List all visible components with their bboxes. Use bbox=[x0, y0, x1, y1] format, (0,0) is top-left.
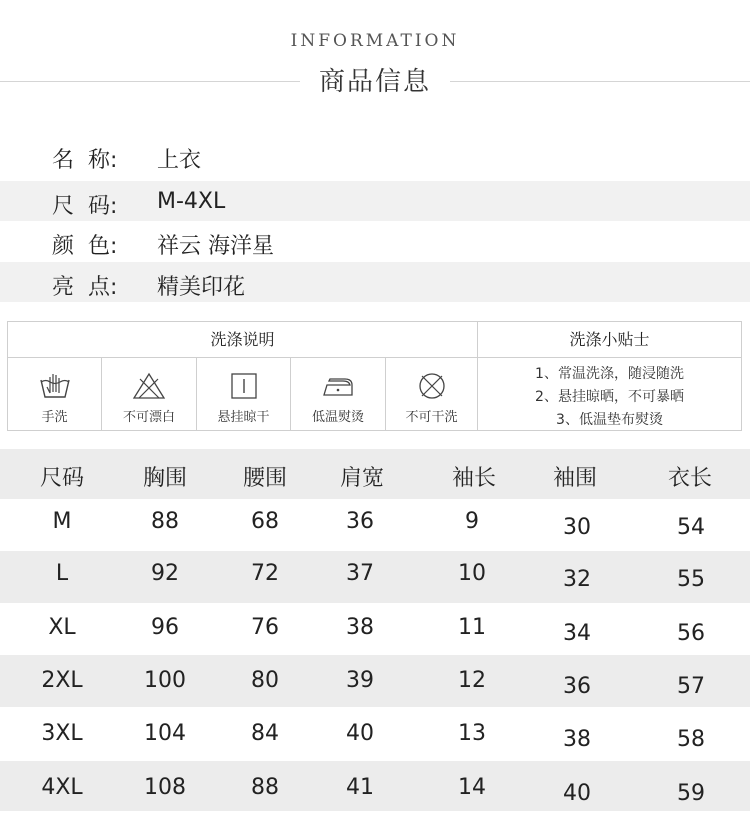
table-row bbox=[0, 761, 750, 811]
table-cell: 10 bbox=[458, 561, 486, 586]
table-row bbox=[0, 499, 750, 551]
table-cell: 38 bbox=[346, 615, 374, 640]
table-cell: 72 bbox=[251, 561, 279, 586]
care-tips bbox=[478, 322, 741, 430]
table-cell: 38 bbox=[563, 727, 591, 752]
table-row bbox=[0, 655, 750, 707]
info-label: 颜 色: bbox=[52, 234, 118, 259]
table-cell: 30 bbox=[563, 515, 591, 540]
info-row-name bbox=[0, 135, 750, 175]
no-dry-clean-icon bbox=[415, 371, 449, 401]
care-tip: 2、悬挂晾晒，不可暴晒 bbox=[535, 389, 684, 405]
table-row bbox=[0, 603, 750, 655]
table-cell: 54 bbox=[677, 515, 705, 540]
table-cell: 11 bbox=[458, 615, 486, 640]
care-item-label: 手洗 bbox=[41, 410, 68, 425]
table-header-cell: 袖长 bbox=[451, 466, 496, 491]
table-cell: 68 bbox=[251, 509, 279, 534]
table-cell: 55 bbox=[677, 567, 705, 592]
table-cell: 32 bbox=[563, 567, 591, 592]
table-cell: 3XL bbox=[41, 721, 83, 746]
info-value: 祥云 海洋星 bbox=[157, 234, 274, 259]
table-cell: 96 bbox=[151, 615, 179, 640]
care-instructions-title: 洗涤说明 bbox=[8, 322, 477, 358]
table-cell: 88 bbox=[151, 509, 179, 534]
table-cell: L bbox=[55, 561, 69, 586]
care-box bbox=[7, 321, 742, 431]
care-item-label: 低温熨烫 bbox=[311, 410, 364, 425]
info-label: 亮 点: bbox=[52, 275, 118, 300]
table-header-cell: 袖围 bbox=[552, 466, 597, 491]
table-header-cell: 尺码 bbox=[39, 466, 84, 491]
table-cell: 39 bbox=[346, 668, 374, 693]
table-cell: 76 bbox=[251, 615, 279, 640]
care-item-low-iron bbox=[291, 358, 386, 430]
table-row bbox=[0, 551, 750, 603]
table-cell: 34 bbox=[563, 621, 591, 646]
table-cell: 37 bbox=[346, 561, 374, 586]
table-cell: 14 bbox=[458, 775, 486, 800]
table-header-cell: 衣长 bbox=[667, 466, 712, 491]
table-cell: 84 bbox=[251, 721, 279, 746]
care-item-no-bleach bbox=[102, 358, 197, 430]
title-divider-right bbox=[450, 81, 750, 82]
table-cell: 58 bbox=[677, 727, 705, 752]
section-title: 商品信息 bbox=[318, 67, 431, 97]
hang-dry-icon bbox=[227, 371, 261, 401]
table-cell: 36 bbox=[563, 674, 591, 699]
care-item-label: 不可干洗 bbox=[405, 410, 458, 425]
table-header-cell: 肩宽 bbox=[339, 466, 384, 491]
info-row-size bbox=[0, 181, 750, 221]
info-label: 尺 码: bbox=[52, 194, 118, 219]
care-item-no-dry-clean bbox=[386, 358, 477, 430]
info-value: M-4XL bbox=[157, 189, 226, 214]
care-tip: 3、低温垫布熨烫 bbox=[556, 412, 663, 428]
info-value: 精美印花 bbox=[157, 275, 246, 300]
low-iron-icon bbox=[321, 371, 355, 401]
info-value: 上衣 bbox=[157, 148, 202, 173]
table-cell: 41 bbox=[346, 775, 374, 800]
info-row-highlight bbox=[0, 262, 750, 302]
care-item-hand-wash bbox=[8, 358, 102, 430]
table-cell: 36 bbox=[346, 509, 374, 534]
table-cell: XL bbox=[48, 615, 76, 640]
table-cell: M bbox=[52, 509, 72, 534]
care-tip: 1、常温洗涤，随浸随洗 bbox=[535, 366, 684, 382]
care-item-label: 不可漂白 bbox=[122, 410, 175, 425]
table-cell: 40 bbox=[346, 721, 374, 746]
table-header-row bbox=[0, 449, 750, 499]
table-cell: 88 bbox=[251, 775, 279, 800]
table-cell: 2XL bbox=[41, 668, 83, 693]
care-item-hang-dry bbox=[197, 358, 291, 430]
table-cell: 104 bbox=[144, 721, 186, 746]
table-cell: 100 bbox=[144, 668, 186, 693]
table-cell: 9 bbox=[465, 509, 479, 534]
care-item-label: 悬挂晾干 bbox=[217, 410, 270, 425]
care-instructions bbox=[8, 322, 478, 430]
table-cell: 56 bbox=[677, 621, 705, 646]
table-cell: 4XL bbox=[41, 775, 83, 800]
table-header-cell: 胸围 bbox=[142, 466, 187, 491]
section-eyebrow: INFORMATION bbox=[290, 31, 460, 51]
info-label: 名 称: bbox=[52, 148, 118, 173]
hand-wash-icon bbox=[38, 371, 72, 401]
table-cell: 92 bbox=[151, 561, 179, 586]
table-row bbox=[0, 707, 750, 759]
no-bleach-icon bbox=[132, 371, 166, 401]
table-cell: 80 bbox=[251, 668, 279, 693]
table-cell: 108 bbox=[144, 775, 186, 800]
table-cell: 59 bbox=[677, 781, 705, 806]
table-cell: 12 bbox=[458, 668, 486, 693]
table-cell: 13 bbox=[458, 721, 486, 746]
table-header-cell: 腰围 bbox=[242, 466, 287, 491]
table-cell: 57 bbox=[677, 674, 705, 699]
table-cell: 40 bbox=[563, 781, 591, 806]
care-tips-title: 洗涤小贴士 bbox=[478, 322, 741, 358]
info-row-color bbox=[0, 221, 750, 261]
